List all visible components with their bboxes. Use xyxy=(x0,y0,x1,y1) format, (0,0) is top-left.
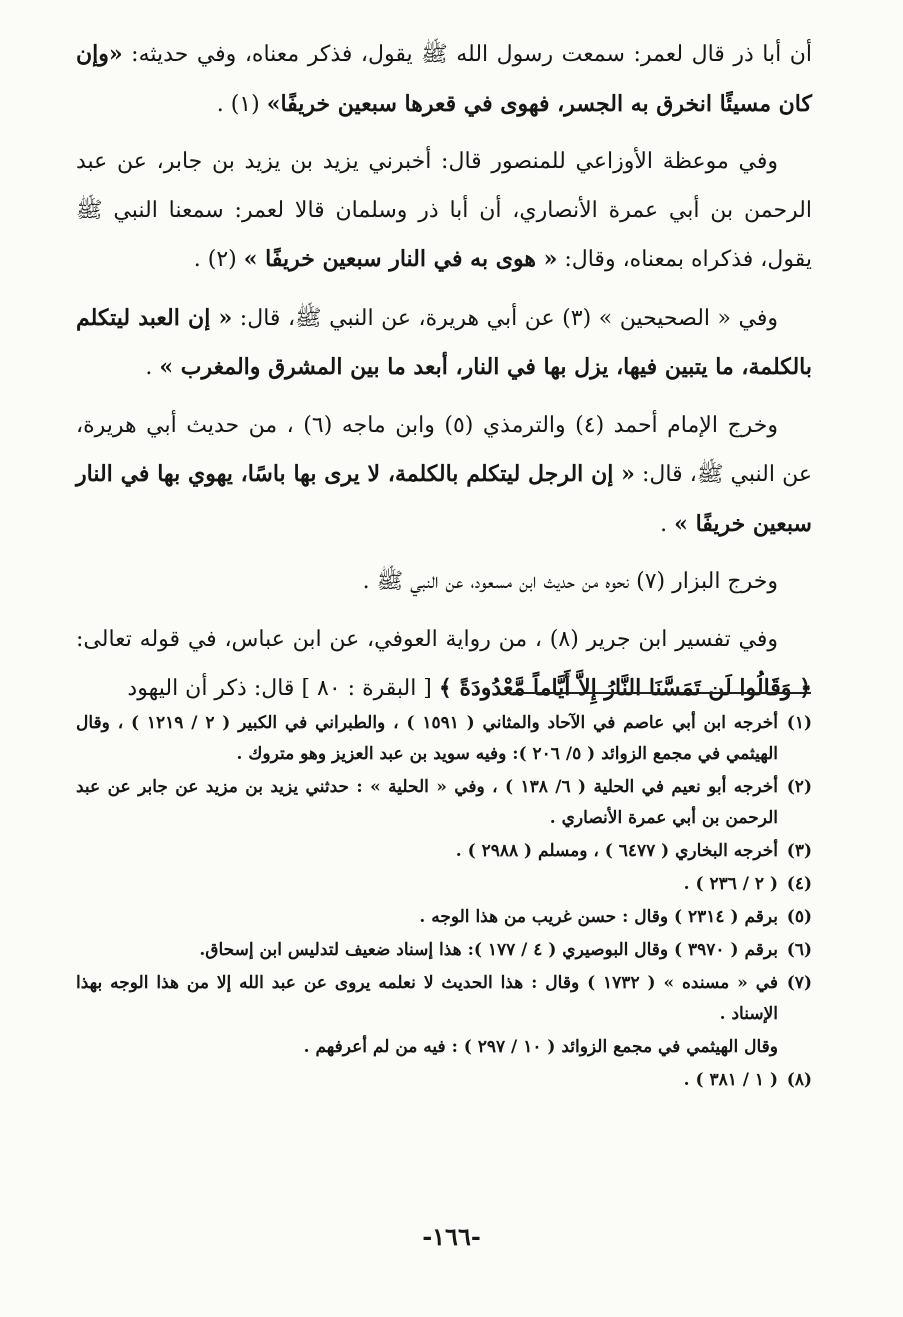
paragraph xyxy=(76,30,812,129)
quoted-text: « إن العبد ليتكلم بالكلمة، ما يتبين فيها، يزل بها في النار، أبعد ما بين المشرق والمغرب » xyxy=(76,304,812,380)
body-text: . xyxy=(145,355,160,380)
page-number: -١٦٦- xyxy=(422,1222,481,1251)
body-text: (١) . xyxy=(216,91,267,117)
paragraph xyxy=(76,294,812,393)
footnote-text: أخرجه البخاري ( ٦٤٧٧ ) ، ومسلم ( ٢٩٨٨ ) . xyxy=(455,841,778,861)
footnote-text: وقال الهيثمي في مجمع الزوائد ( ١٠ / ٢٩٧ ) : فيه من لم أعرفهم . xyxy=(303,1037,778,1057)
body-text: أن أبا ذر قال لعمر: سمعت رسول الله ﷺ يقول، فذكر معناه، وفي حديثه: xyxy=(122,42,812,67)
body-text: وفي موعظة الأوزاعي للمنصور قال: أخبرني يزيد بن يزيد بن جابر، عن عبد الرحمن بن أبي عمرة الأنصاري، أن أبا ذر وسلمان قالا لعمر: سمعنا النبي ﷺ يقول، فذكراه بمعناه، وقال: xyxy=(76,149,812,272)
footnote xyxy=(76,935,812,966)
footnote-number: (٧) xyxy=(786,973,812,993)
footnote-text: ( ٢ / ٢٣٦ ) . xyxy=(683,874,778,894)
footnote xyxy=(76,708,812,770)
footnote-number: (٥) xyxy=(786,907,812,927)
footnote-text: برقم ( ٢٣١٤ ) وقال : حسن غريب من هذا الوجه . xyxy=(419,907,778,927)
body-text: . xyxy=(660,511,675,537)
body-text: وفي تفسير ابن جرير (٨) ، من رواية العوفي، عن ابن عباس، في قوله تعالى: xyxy=(76,626,778,652)
footnote-number: (٤) xyxy=(786,874,812,894)
body-text: (٢) . xyxy=(193,247,244,272)
footnote-text: برقم ( ٣٩٧٠ ) وقال البوصيري ( ٤ / ١٧٧ ): هذا إسناد ضعيف لتدليس ابن إسحاق. xyxy=(199,940,778,960)
footnote xyxy=(76,836,812,867)
footnote xyxy=(76,1032,812,1063)
footnote xyxy=(76,968,812,1030)
footnote-number: (٨) xyxy=(786,1070,812,1090)
body-text: وفي « الصحيحين » (٣) عن أبي هريرة، عن النبي ﷺ، قال: xyxy=(232,305,779,331)
footnote xyxy=(76,869,812,900)
footnote-text: في « مسنده » ( ١٧٣٢ ) وقال : هذا الحديث لا نعلمه يروى عن عبد الله إلا من هذا الوجه بهذا الإسناد . xyxy=(76,973,778,1024)
main-text xyxy=(76,30,812,723)
paragraph xyxy=(76,616,812,714)
paragraph xyxy=(76,558,812,607)
footnote xyxy=(76,772,812,834)
footnote-number: (٣) xyxy=(786,841,812,861)
footnote xyxy=(76,902,812,933)
footnotes xyxy=(76,708,812,1098)
quoted-text: « هوى به في النار سبعين خريفًا » xyxy=(243,246,558,272)
footnote-text: أخرجه ابن أبي عاصم في الآحاد والمثاني ( ١٥٩١ ) ، والطبراني في الكبير ( ٢ / ١٢١٩ ) ، وقال الهيثمي في مجمع الزوائد ( ٥/ ٢٠٦ ): وفيه سويد بن عبد العزيز وهو متروك . xyxy=(76,713,779,764)
paragraph xyxy=(76,138,812,285)
quoted-text: « إن الرجل ليتكلم بالكلمة، لا يرى بها باسًا، يهوي بها في النار سبعين خريفًا » xyxy=(76,461,812,537)
footnote-separator xyxy=(513,692,811,694)
body-text: [ البقرة : ٨٠ ] قال: ذكر أن اليهود xyxy=(127,676,439,701)
footnote-number: (٢) xyxy=(786,777,812,797)
footnote xyxy=(76,1065,812,1096)
body-text: وخرج الإمام أحمد (٤) والترمذي (٥) وابن ماجه (٦) ، من حديث أبي هريرة، عن النبي ﷺ، قال: xyxy=(76,412,812,487)
footnote-text: أخرجه أبو نعيم في الحلية ( ٦/ ١٣٨ ) ، وفي « الحلية » : حدثني يزيد بن مزيد عن جابر عن عبد الرحمن بن أبي عمرة الأنصاري . xyxy=(76,777,778,828)
paragraph xyxy=(76,402,812,550)
quoted-text: «وإن كان مسيئًا انخرق به الجسر، فهوى في قعرها سبعين خريفًا» xyxy=(76,41,812,117)
body-text: وخرج البزار (٧) نحوه من حديث ابن مسعود، عن النبي ﷺ . xyxy=(362,569,778,594)
quoted-text: ﴿ وَقَالُوا لَن تَمَسَّنَا النَّارُ إِلاَّ أَيَّاماً مَّعْدُودَةً ﴾ xyxy=(438,675,812,701)
footnote-number: (٦) xyxy=(786,940,812,960)
footnote-number: (١) xyxy=(786,713,813,733)
footnote-text: ( ١ / ٣٨١ ) . xyxy=(683,1070,778,1090)
